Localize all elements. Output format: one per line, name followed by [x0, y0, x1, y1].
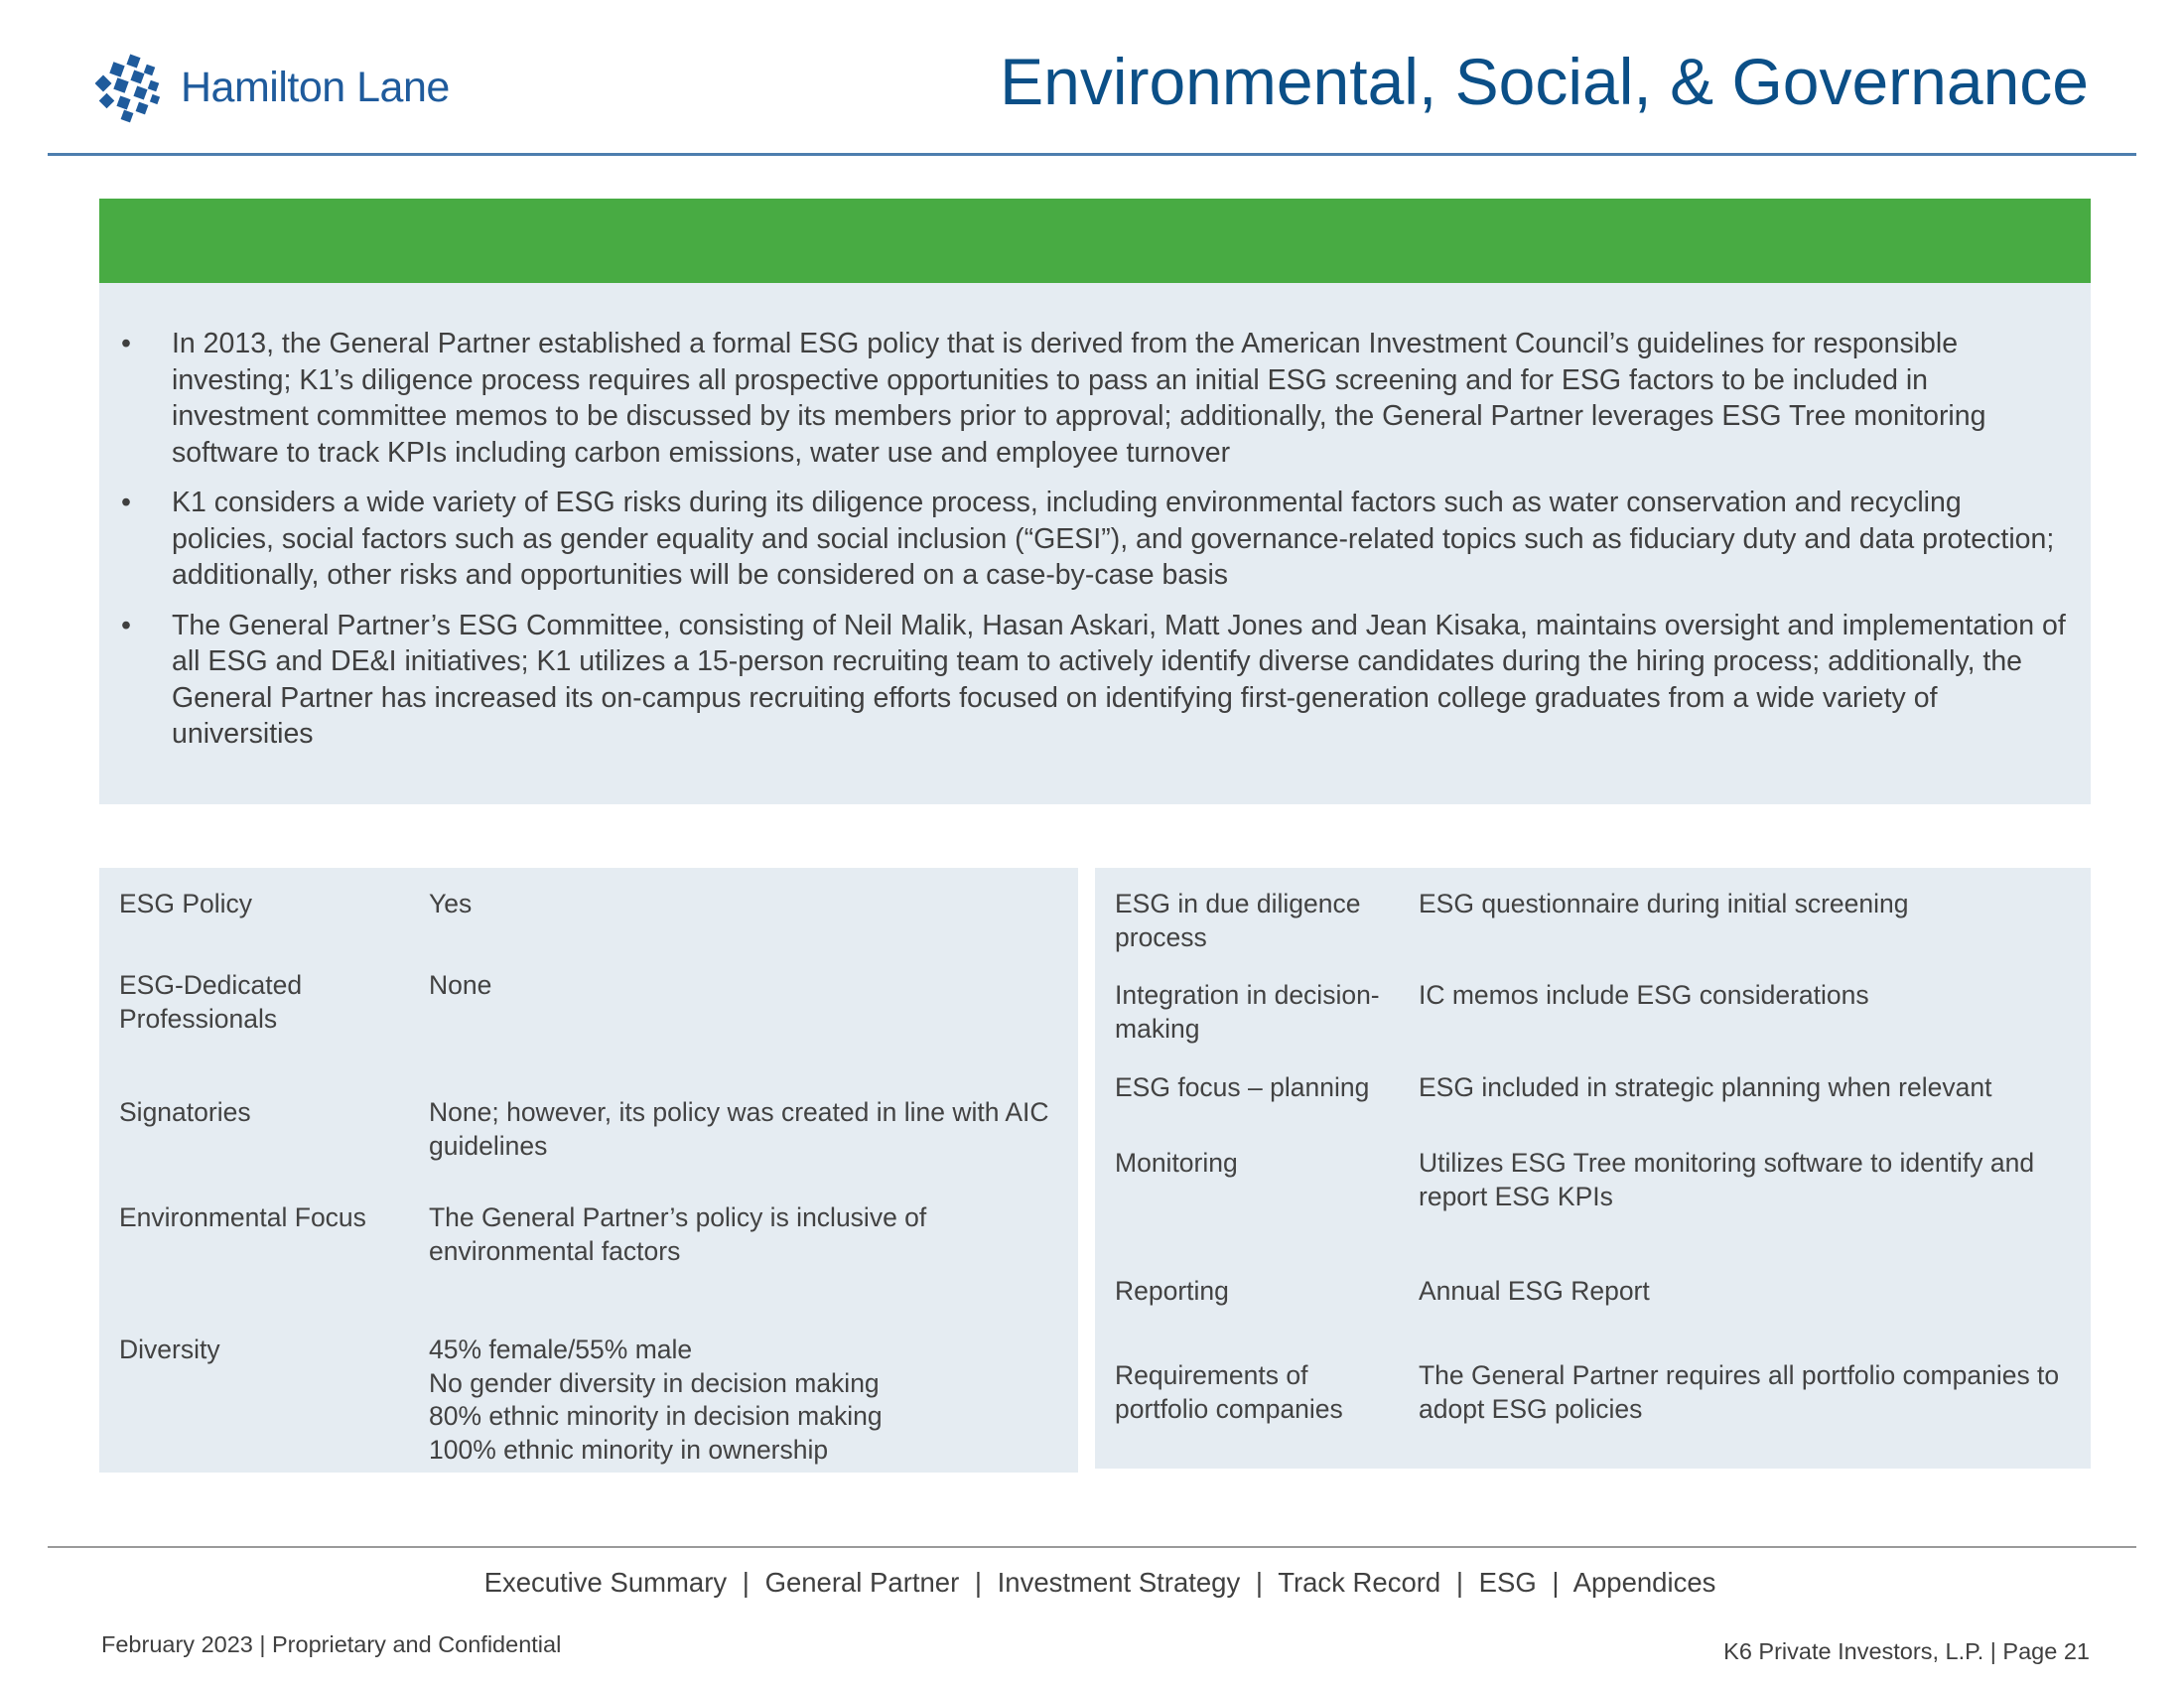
bullet-icon: • [121, 487, 131, 518]
row-value: IC memos include ESG considerations [1419, 980, 1869, 1010]
row-value: The General Partner requires all portfolio companies to adopt ESG policies [1419, 1360, 2060, 1424]
row-value: 45% female/55% male No gender diversity in decision making 80% ethnic minority in decision making 100% ethnic minority in ownership [429, 1335, 883, 1465]
row-label: Requirements of portfolio companies [1115, 1360, 1343, 1424]
esg-attributes-table-right [1095, 868, 2091, 1469]
row-label: Diversity [119, 1335, 220, 1364]
row-label: ESG Policy [119, 889, 253, 918]
nav-link-appendices[interactable]: Appendices [1572, 1567, 1716, 1598]
bullet-item [99, 608, 2091, 753]
row-label: Monitoring [1115, 1148, 1238, 1178]
footer-divider [48, 1546, 2136, 1548]
row-value: None; however, its policy was created in line with AIC guidelines [429, 1097, 1049, 1161]
summary-panel [99, 199, 2091, 804]
bullet-text: The General Partner’s ESG Committee, consisting of Neil Malik, Hasan Askari, Matt Jones and Jean Kisaka, maintains oversight and implementation of all ESG and DE&I initiatives; K1 utilizes a 15-person recruiting team to actively identify diverse candidates during the hiring process; additionally, the General Partner has increased its on-campus recruiting efforts focused on identifying first-generation college graduates from a wide variety of universities [172, 609, 2066, 750]
row-label: ESG-Dedicated Professionals [119, 970, 303, 1034]
bullet-item [99, 326, 2091, 471]
section-header-bar [99, 199, 2091, 283]
summary-bullets [99, 326, 2091, 767]
bullet-icon: • [121, 328, 131, 359]
logo-mark-icon [95, 50, 167, 125]
row-value: ESG questionnaire during initial screening [1419, 889, 1909, 918]
footer-fund-page: K6 Private Investors, L.P. | Page 21 [1723, 1638, 2090, 1664]
bullet-item [99, 485, 2091, 594]
footer-date-confidential: February 2023 | Proprietary and Confidential [101, 1631, 562, 1657]
logo-text: Hamilton Lane [181, 63, 450, 111]
row-label: Signatories [119, 1097, 251, 1127]
nav-link-general-partner[interactable]: General Partner [764, 1567, 960, 1598]
header-divider [48, 153, 2136, 156]
nav-separator: | [1455, 1567, 1464, 1598]
page-title: Environmental, Social, & Governance [1000, 45, 2089, 118]
nav-separator: | [1552, 1567, 1560, 1598]
row-value: Annual ESG Report [1419, 1276, 1650, 1306]
nav-separator: | [974, 1567, 983, 1598]
row-label: ESG focus – planning [1115, 1072, 1370, 1102]
esg-attributes-table-left [99, 868, 1078, 1473]
row-value: Yes [429, 889, 473, 918]
nav-separator: | [742, 1567, 750, 1598]
nav-separator: | [1255, 1567, 1264, 1598]
nav-link-executive-summary[interactable]: Executive Summary [483, 1567, 728, 1598]
row-label: ESG in due diligence process [1115, 889, 1361, 952]
row-value: ESG included in strategic planning when relevant [1419, 1072, 1992, 1102]
bullet-icon: • [121, 609, 131, 641]
nav-link-investment-strategy[interactable]: Investment Strategy [997, 1567, 1241, 1598]
row-value: Utilizes ESG Tree monitoring software to identify and report ESG KPIs [1419, 1148, 2035, 1211]
row-label: Environmental Focus [119, 1202, 366, 1232]
row-value: The General Partner’s policy is inclusive of environmental factors [429, 1202, 927, 1266]
nav-link-esg[interactable]: ESG [1478, 1567, 1537, 1598]
section-nav [0, 1567, 2184, 1599]
hamilton-lane-logo [95, 50, 450, 125]
bullet-text: K1 considers a wide variety of ESG risks during its diligence process, including environmental factors such as water conservation and recycling policies, social factors such as gender equality and social inclusion (“GESI”), and governance-related topics such as fiduciary duty and data protection; additionally, other risks and opportunities will be considered on a case-by-case basis [172, 487, 2055, 591]
nav-link-track-record[interactable]: Track Record [1278, 1567, 1441, 1598]
row-value: None [429, 970, 492, 1000]
bullet-text: In 2013, the General Partner established a formal ESG policy that is derived from the American Investment Council’s guidelines for responsible investing; K1’s diligence process requires all prospective opportunities to pass an initial ESG screening and for ESG factors to be included in investment committee memos to be discussed by its members prior to approval; additionally, the General Partner leverages ESG Tree monitoring software to track KPIs including carbon emissions, water use and employee turnover [172, 328, 1986, 469]
row-label: Integration in decision-making [1115, 980, 1380, 1044]
row-label: Reporting [1115, 1276, 1229, 1306]
